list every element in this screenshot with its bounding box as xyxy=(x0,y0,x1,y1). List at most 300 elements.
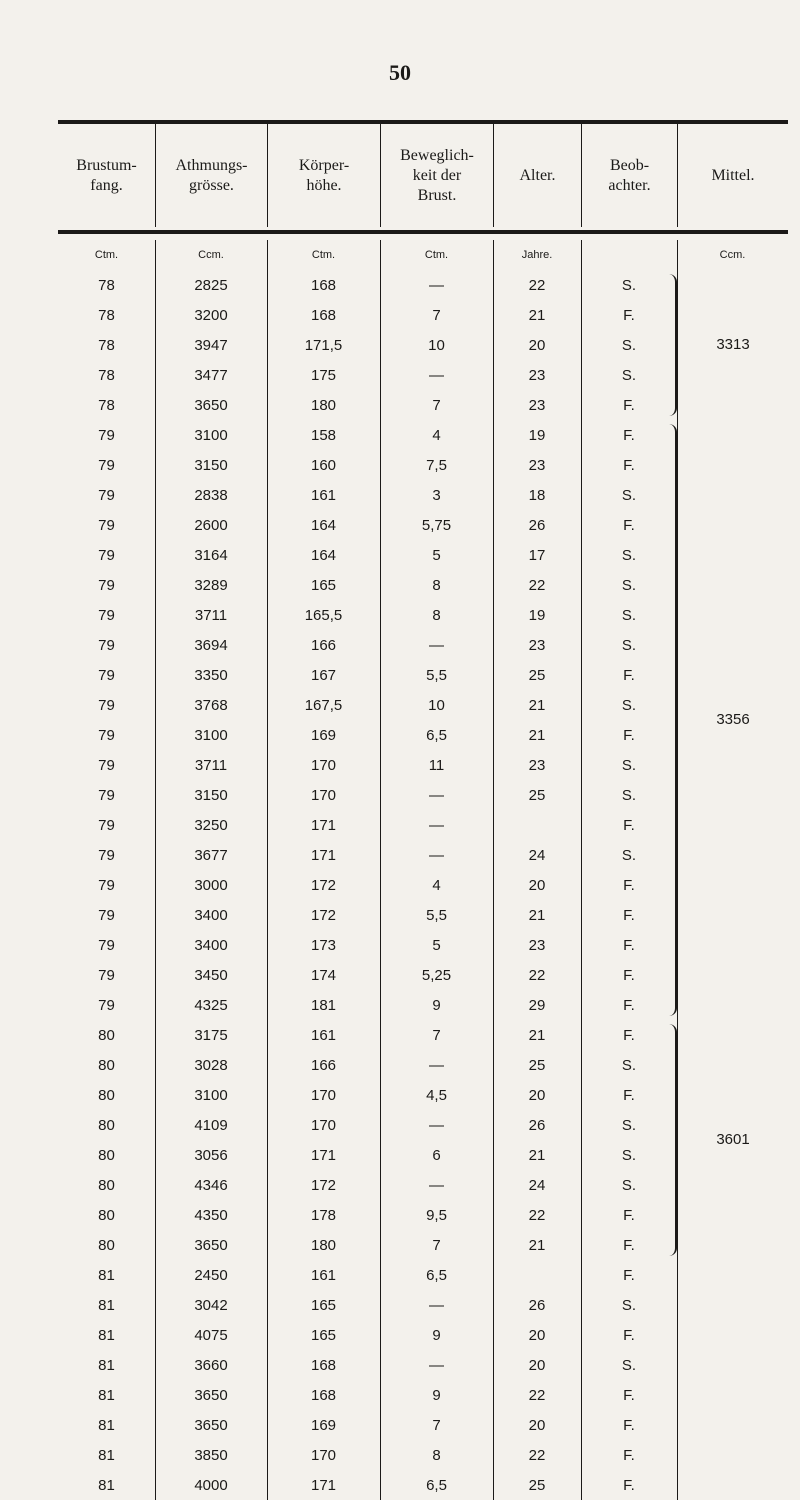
table-row xyxy=(58,1350,788,1380)
group-brace xyxy=(668,1024,677,1256)
table-row xyxy=(58,600,788,630)
cell-beweglichkeit: 5,5 xyxy=(426,906,447,924)
table-row xyxy=(58,1440,788,1470)
cell-beobachter: S. xyxy=(621,756,637,774)
cell-beweglichkeit: — xyxy=(429,1116,444,1134)
cell-athmungsgroesse: 3175 xyxy=(194,1026,228,1044)
units-row xyxy=(58,240,788,270)
cell-koerperhoehe: 161 xyxy=(310,1266,337,1284)
header-beweglichkeit: Beweglich- keit der Brust. xyxy=(380,124,493,227)
cell-koerperhoehe: 168 xyxy=(310,1356,337,1374)
cell-brustumfang: 80 xyxy=(98,1146,115,1164)
cell-beweglichkeit: 9 xyxy=(432,1326,441,1344)
cell-alter: 23 xyxy=(528,636,546,654)
column-rule xyxy=(581,240,582,1500)
cell-koerperhoehe: 170 xyxy=(310,1116,337,1134)
cell-koerperhoehe: 165,5 xyxy=(304,606,343,624)
cell-brustumfang: 80 xyxy=(98,1116,115,1134)
cell-athmungsgroesse: 4109 xyxy=(194,1116,228,1134)
cell-brustumfang: 78 xyxy=(98,366,115,384)
table-row xyxy=(58,570,788,600)
cell-beobachter: F. xyxy=(623,936,635,954)
cell-alter: 22 xyxy=(528,1206,546,1224)
cell-beobachter: S. xyxy=(621,486,637,504)
cell-brustumfang: 80 xyxy=(98,1206,115,1224)
cell-koerperhoehe: 164 xyxy=(310,546,337,564)
cell-beweglichkeit: 7 xyxy=(432,1236,441,1254)
cell-athmungsgroesse: 3350 xyxy=(194,666,228,684)
cell-beweglichkeit: 8 xyxy=(432,576,441,594)
cell-beobachter: F. xyxy=(623,426,635,444)
cell-alter: 24 xyxy=(528,1176,546,1194)
cell-beweglichkeit: 6,5 xyxy=(426,1266,447,1284)
table-row xyxy=(58,360,788,390)
cell-brustumfang: 79 xyxy=(98,966,115,984)
cell-koerperhoehe: 168 xyxy=(310,276,337,294)
cell-beweglichkeit: 5,25 xyxy=(421,966,452,984)
table-row xyxy=(58,300,788,330)
cell-athmungsgroesse: 3650 xyxy=(194,1236,228,1254)
cell-alter: 25 xyxy=(528,786,546,804)
cell-beobachter: F. xyxy=(623,1086,635,1104)
unit-beobachter xyxy=(581,240,677,270)
table-row xyxy=(58,630,788,660)
cell-koerperhoehe: 168 xyxy=(310,1386,337,1404)
cell-athmungsgroesse: 3150 xyxy=(194,456,228,474)
cell-athmungsgroesse: 2450 xyxy=(194,1266,228,1284)
cell-beobachter: F. xyxy=(623,1446,635,1464)
cell-koerperhoehe: 165 xyxy=(310,576,337,594)
cell-athmungsgroesse: 3200 xyxy=(194,306,228,324)
table-row xyxy=(58,930,788,960)
cell-beobachter: S. xyxy=(621,576,637,594)
cell-brustumfang: 81 xyxy=(98,1476,115,1494)
cell-alter: 21 xyxy=(528,1146,546,1164)
cell-koerperhoehe: 168 xyxy=(310,306,337,324)
cell-beobachter: F. xyxy=(623,876,635,894)
table-row xyxy=(58,1410,788,1440)
cell-koerperhoehe: 167 xyxy=(310,666,337,684)
cell-athmungsgroesse: 3694 xyxy=(194,636,228,654)
cell-beobachter: F. xyxy=(623,1386,635,1404)
cell-brustumfang: 79 xyxy=(98,546,115,564)
cell-koerperhoehe: 171 xyxy=(310,1146,337,1164)
cell-athmungsgroesse: 4350 xyxy=(194,1206,228,1224)
cell-beweglichkeit: 7 xyxy=(432,396,441,414)
cell-athmungsgroesse: 3056 xyxy=(194,1146,228,1164)
cell-alter: 21 xyxy=(528,906,546,924)
cell-beweglichkeit: 11 xyxy=(428,756,445,774)
cell-beweglichkeit: 3 xyxy=(432,486,441,504)
cell-alter: 21 xyxy=(528,1026,546,1044)
cell-koerperhoehe: 169 xyxy=(310,726,337,744)
group-mean: 3356 xyxy=(716,711,750,728)
cell-alter: 25 xyxy=(528,666,546,684)
cell-beweglichkeit: — xyxy=(429,816,444,834)
cell-brustumfang: 79 xyxy=(98,486,115,504)
cell-alter: 26 xyxy=(528,1116,546,1134)
cell-beobachter: F. xyxy=(623,456,635,474)
cell-athmungsgroesse: 3450 xyxy=(194,966,228,984)
header-row xyxy=(58,124,788,227)
cell-alter: 22 xyxy=(528,1386,546,1404)
cell-koerperhoehe: 164 xyxy=(310,516,337,534)
cell-brustumfang: 79 xyxy=(98,696,115,714)
cell-athmungsgroesse: 3042 xyxy=(194,1296,228,1314)
cell-brustumfang: 79 xyxy=(98,726,115,744)
cell-beweglichkeit: 6,5 xyxy=(426,726,447,744)
header-mittel: Mittel. xyxy=(677,124,788,227)
cell-brustumfang: 78 xyxy=(98,276,115,294)
group-mean: 3313 xyxy=(716,336,750,353)
cell-beweglichkeit: 7 xyxy=(432,306,441,324)
cell-beobachter: F. xyxy=(623,1236,635,1254)
cell-brustumfang: 79 xyxy=(98,516,115,534)
table-row xyxy=(58,270,788,300)
cell-beweglichkeit: — xyxy=(429,1356,444,1374)
table-row xyxy=(58,1230,788,1260)
cell-beobachter: F. xyxy=(623,966,635,984)
table-row xyxy=(58,390,788,420)
cell-beweglichkeit: 4 xyxy=(432,876,441,894)
table-row xyxy=(58,990,788,1020)
cell-athmungsgroesse: 3850 xyxy=(194,1446,228,1464)
cell-koerperhoehe: 158 xyxy=(310,426,337,444)
cell-beweglichkeit: 9 xyxy=(432,996,441,1014)
cell-koerperhoehe: 178 xyxy=(310,1206,337,1224)
cell-koerperhoehe: 166 xyxy=(310,1056,337,1074)
cell-koerperhoehe: 180 xyxy=(310,396,337,414)
cell-beweglichkeit: — xyxy=(429,366,444,384)
cell-koerperhoehe: 173 xyxy=(310,936,337,954)
cell-alter: 20 xyxy=(528,1416,546,1434)
cell-beobachter: S. xyxy=(621,786,637,804)
cell-brustumfang: 81 xyxy=(98,1416,115,1434)
table-row xyxy=(58,1320,788,1350)
table-row xyxy=(58,1470,788,1500)
cell-brustumfang: 79 xyxy=(98,576,115,594)
column-rule xyxy=(380,240,381,1500)
cell-beweglichkeit: 4 xyxy=(432,426,441,444)
cell-alter: 20 xyxy=(528,1326,546,1344)
table-row xyxy=(58,1050,788,1080)
unit-alter: Jahre. xyxy=(521,249,553,261)
cell-brustumfang: 80 xyxy=(98,1086,115,1104)
cell-beobachter: F. xyxy=(623,666,635,684)
cell-athmungsgroesse: 3711 xyxy=(194,606,228,624)
cell-brustumfang: 80 xyxy=(98,1056,115,1074)
table-row xyxy=(58,540,788,570)
cell-beobachter: F. xyxy=(623,1206,635,1224)
cell-koerperhoehe: 172 xyxy=(310,906,337,924)
cell-alter xyxy=(493,810,581,840)
cell-brustumfang: 81 xyxy=(98,1356,115,1374)
table-row xyxy=(58,960,788,990)
cell-alter: 19 xyxy=(528,606,546,624)
header-rule xyxy=(58,230,788,234)
cell-beweglichkeit: — xyxy=(429,846,444,864)
cell-athmungsgroesse: 3100 xyxy=(194,426,228,444)
cell-beobachter: S. xyxy=(621,636,637,654)
cell-beweglichkeit: 5,5 xyxy=(426,666,447,684)
cell-beobachter: S. xyxy=(621,276,637,294)
cell-koerperhoehe: 169 xyxy=(310,1416,337,1434)
cell-beobachter: S. xyxy=(621,1116,637,1134)
cell-koerperhoehe: 172 xyxy=(310,1176,337,1194)
cell-athmungsgroesse: 2600 xyxy=(194,516,228,534)
group-brace xyxy=(668,274,677,416)
cell-beobachter: S. xyxy=(621,696,637,714)
cell-beweglichkeit: 5,75 xyxy=(421,516,452,534)
cell-athmungsgroesse: 3289 xyxy=(194,576,228,594)
cell-alter: 21 xyxy=(528,1236,546,1254)
table-row xyxy=(58,870,788,900)
cell-alter: 17 xyxy=(528,546,546,564)
cell-beobachter: F. xyxy=(623,1416,635,1434)
cell-beobachter: S. xyxy=(621,1056,637,1074)
unit-beweglichkeit: Ctm. xyxy=(424,249,449,261)
cell-beobachter: S. xyxy=(621,1176,637,1194)
cell-alter: 20 xyxy=(528,336,546,354)
cell-beweglichkeit: — xyxy=(429,636,444,654)
cell-alter: 18 xyxy=(528,486,546,504)
cell-brustumfang: 79 xyxy=(98,906,115,924)
table-body xyxy=(58,240,788,1500)
cell-athmungsgroesse: 4000 xyxy=(194,1476,228,1494)
cell-alter: 20 xyxy=(528,1086,546,1104)
unit-athmungsgroesse: Ccm. xyxy=(198,249,224,261)
cell-beweglichkeit: 7 xyxy=(432,1416,441,1434)
cell-beobachter: F. xyxy=(623,906,635,924)
cell-beweglichkeit: 8 xyxy=(432,606,441,624)
cell-beobachter: F. xyxy=(623,306,635,324)
cell-beweglichkeit: 7 xyxy=(432,1026,441,1044)
cell-beobachter: S. xyxy=(621,1296,637,1314)
cell-koerperhoehe: 171 xyxy=(310,1476,337,1494)
header-brustumfang: Brustum- fang. xyxy=(76,156,137,194)
cell-brustumfang: 79 xyxy=(98,606,115,624)
cell-koerperhoehe: 165 xyxy=(310,1326,337,1344)
cell-beweglichkeit: — xyxy=(429,786,444,804)
cell-beobachter: S. xyxy=(621,366,637,384)
cell-brustumfang: 81 xyxy=(98,1296,115,1314)
table-row xyxy=(58,900,788,930)
cell-alter: 20 xyxy=(528,876,546,894)
cell-beobachter: F. xyxy=(623,516,635,534)
column-rule xyxy=(155,240,156,1500)
cell-brustumfang: 78 xyxy=(98,336,115,354)
cell-beobachter: S. xyxy=(621,606,637,624)
header-koerperhoehe: Körper- höhe. xyxy=(267,124,380,227)
cell-brustumfang: 80 xyxy=(98,1176,115,1194)
cell-beweglichkeit: 7,5 xyxy=(426,456,447,474)
cell-brustumfang: 79 xyxy=(98,936,115,954)
cell-athmungsgroesse: 2825 xyxy=(194,276,228,294)
cell-beobachter: F. xyxy=(623,1476,635,1494)
cell-alter: 21 xyxy=(528,726,546,744)
cell-brustumfang: 80 xyxy=(98,1026,115,1044)
cell-athmungsgroesse: 3477 xyxy=(194,366,228,384)
cell-beobachter: S. xyxy=(621,336,637,354)
column-rule xyxy=(493,240,494,1500)
cell-koerperhoehe: 170 xyxy=(310,1446,337,1464)
cell-beobachter: S. xyxy=(621,1146,637,1164)
table-row xyxy=(58,840,788,870)
table-row xyxy=(58,1170,788,1200)
cell-beweglichkeit: — xyxy=(429,1056,444,1074)
page-number: 50 xyxy=(389,60,411,85)
cell-beweglichkeit: 6,5 xyxy=(426,1476,447,1494)
cell-koerperhoehe: 161 xyxy=(310,486,337,504)
cell-brustumfang: 79 xyxy=(98,636,115,654)
column-rule xyxy=(677,240,678,1500)
cell-athmungsgroesse: 2838 xyxy=(194,486,228,504)
cell-alter: 22 xyxy=(528,276,546,294)
cell-alter: 22 xyxy=(528,966,546,984)
cell-athmungsgroesse: 3400 xyxy=(194,906,228,924)
cell-brustumfang: 79 xyxy=(98,876,115,894)
cell-beweglichkeit: 10 xyxy=(428,696,445,714)
cell-athmungsgroesse: 3028 xyxy=(194,1056,228,1074)
table-row xyxy=(58,780,788,810)
table-row xyxy=(58,1080,788,1110)
cell-beweglichkeit: 8 xyxy=(432,1446,441,1464)
cell-beweglichkeit: — xyxy=(429,1176,444,1194)
cell-koerperhoehe: 161 xyxy=(310,1026,337,1044)
cell-alter: 25 xyxy=(528,1476,546,1494)
cell-alter: 21 xyxy=(528,306,546,324)
cell-athmungsgroesse: 3660 xyxy=(194,1356,228,1374)
table-row xyxy=(58,480,788,510)
table-row xyxy=(58,750,788,780)
cell-koerperhoehe: 166 xyxy=(310,636,337,654)
cell-brustumfang: 81 xyxy=(98,1446,115,1464)
cell-beobachter: F. xyxy=(623,1326,635,1344)
cell-alter: 23 xyxy=(528,936,546,954)
cell-athmungsgroesse: 3768 xyxy=(194,696,228,714)
cell-brustumfang: 78 xyxy=(98,396,115,414)
cell-alter: 23 xyxy=(528,366,546,384)
cell-brustumfang: 81 xyxy=(98,1386,115,1404)
cell-alter: 26 xyxy=(528,516,546,534)
cell-beweglichkeit: — xyxy=(429,1296,444,1314)
cell-brustumfang: 79 xyxy=(98,666,115,684)
table-row xyxy=(58,1200,788,1230)
cell-athmungsgroesse: 3250 xyxy=(194,816,228,834)
cell-beobachter: F. xyxy=(623,1266,635,1284)
cell-alter: 23 xyxy=(528,396,546,414)
data-table xyxy=(58,120,788,1500)
table-row xyxy=(58,510,788,540)
cell-beobachter: F. xyxy=(623,1026,635,1044)
cell-brustumfang: 79 xyxy=(98,846,115,864)
cell-koerperhoehe: 172 xyxy=(310,876,337,894)
header-athmungsgroesse: Athmungs- grösse. xyxy=(155,124,267,227)
cell-alter: 22 xyxy=(528,1446,546,1464)
cell-beweglichkeit: 5 xyxy=(432,936,441,954)
cell-athmungsgroesse: 3100 xyxy=(194,726,228,744)
cell-alter: 23 xyxy=(528,456,546,474)
header-beobachter: Beob- achter. xyxy=(581,124,677,227)
cell-athmungsgroesse: 3650 xyxy=(194,1386,228,1404)
cell-koerperhoehe: 171 xyxy=(310,846,337,864)
table-row xyxy=(58,1020,788,1050)
cell-athmungsgroesse: 4075 xyxy=(194,1326,228,1344)
table-row xyxy=(58,450,788,480)
cell-koerperhoehe: 181 xyxy=(310,996,337,1014)
cell-beweglichkeit: 4,5 xyxy=(426,1086,447,1104)
cell-koerperhoehe: 165 xyxy=(310,1296,337,1314)
cell-koerperhoehe: 167,5 xyxy=(304,696,343,714)
cell-beobachter: F. xyxy=(623,816,635,834)
cell-athmungsgroesse: 4346 xyxy=(194,1176,228,1194)
cell-beobachter: S. xyxy=(621,546,637,564)
cell-alter: 22 xyxy=(528,576,546,594)
cell-beweglichkeit: 5 xyxy=(432,546,441,564)
cell-beweglichkeit: — xyxy=(429,276,444,294)
cell-athmungsgroesse: 3400 xyxy=(194,936,228,954)
table-row xyxy=(58,420,788,450)
cell-athmungsgroesse: 3947 xyxy=(194,336,228,354)
cell-alter: 24 xyxy=(528,846,546,864)
cell-alter: 21 xyxy=(528,696,546,714)
cell-athmungsgroesse: 4325 xyxy=(194,996,228,1014)
table-row xyxy=(58,660,788,690)
cell-koerperhoehe: 170 xyxy=(310,1086,337,1104)
cell-koerperhoehe: 175 xyxy=(310,366,337,384)
unit-mittel: Ccm. xyxy=(719,249,746,261)
cell-alter: 23 xyxy=(528,756,546,774)
cell-koerperhoehe: 171,5 xyxy=(304,336,343,354)
table-row xyxy=(58,810,788,840)
cell-alter xyxy=(493,1260,581,1290)
cell-koerperhoehe: 170 xyxy=(310,756,337,774)
cell-athmungsgroesse: 3150 xyxy=(194,786,228,804)
table-row xyxy=(58,1290,788,1320)
cell-beweglichkeit: 6 xyxy=(432,1146,441,1164)
cell-brustumfang: 81 xyxy=(98,1266,115,1284)
cell-beobachter: F. xyxy=(623,726,635,744)
cell-brustumfang: 80 xyxy=(98,1236,115,1254)
cell-koerperhoehe: 160 xyxy=(310,456,337,474)
cell-brustumfang: 79 xyxy=(98,816,115,834)
cell-brustumfang: 79 xyxy=(98,456,115,474)
header-alter: Alter. xyxy=(493,124,581,227)
cell-alter: 20 xyxy=(528,1356,546,1374)
group-brace xyxy=(668,424,677,1016)
cell-beweglichkeit: 10 xyxy=(428,336,445,354)
cell-beweglichkeit: 9,5 xyxy=(426,1206,447,1224)
cell-koerperhoehe: 170 xyxy=(310,786,337,804)
cell-brustumfang: 79 xyxy=(98,786,115,804)
cell-alter: 25 xyxy=(528,1056,546,1074)
cell-beobachter: S. xyxy=(621,846,637,864)
group-mean: 3601 xyxy=(716,1131,750,1148)
cell-alter: 26 xyxy=(528,1296,546,1314)
cell-beobachter: F. xyxy=(623,996,635,1014)
cell-brustumfang: 79 xyxy=(98,426,115,444)
cell-beobachter: F. xyxy=(623,396,635,414)
cell-athmungsgroesse: 3000 xyxy=(194,876,228,894)
cell-athmungsgroesse: 3650 xyxy=(194,1416,228,1434)
cell-koerperhoehe: 174 xyxy=(310,966,337,984)
cell-athmungsgroesse: 3164 xyxy=(194,546,228,564)
cell-brustumfang: 78 xyxy=(98,306,115,324)
column-rule xyxy=(267,240,268,1500)
cell-koerperhoehe: 171 xyxy=(310,816,337,834)
cell-koerperhoehe: 180 xyxy=(310,1236,337,1254)
cell-athmungsgroesse: 3711 xyxy=(194,756,228,774)
